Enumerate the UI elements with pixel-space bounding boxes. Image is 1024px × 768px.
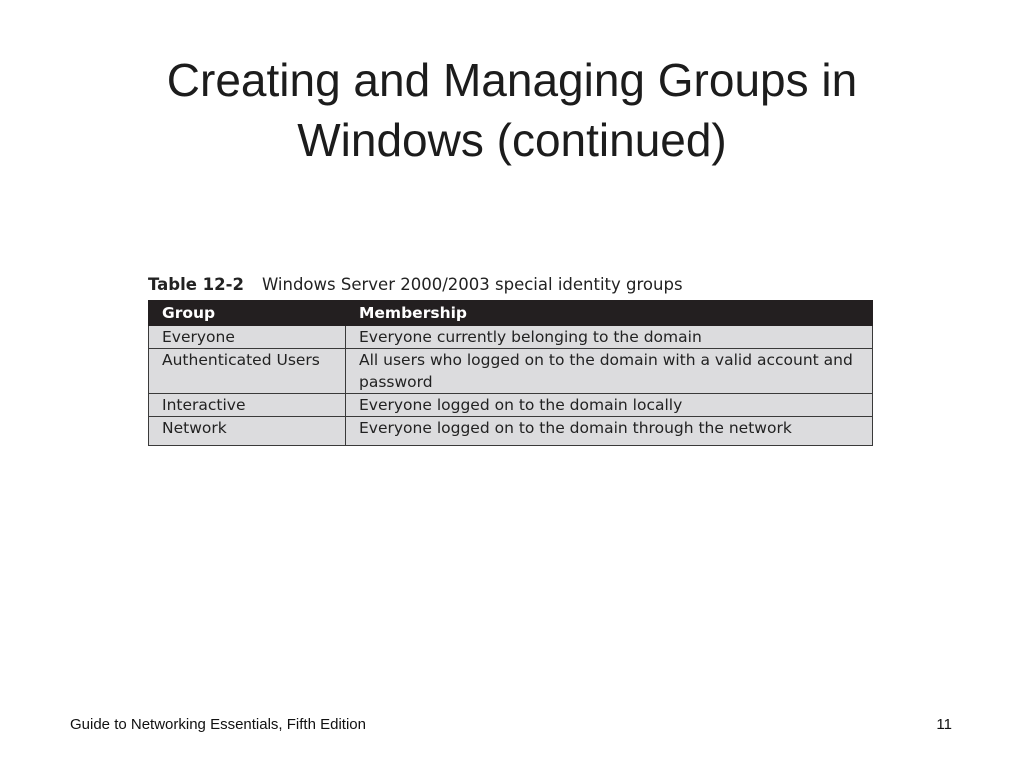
table-header-row bbox=[149, 301, 873, 326]
cell-group: Interactive bbox=[149, 394, 346, 417]
slide-page-number: 11 bbox=[936, 716, 952, 733]
table-caption-text: Windows Server 2000/2003 special identity groups bbox=[261, 275, 683, 294]
header-membership: Membership bbox=[346, 301, 873, 326]
cell-group: Authenticated Users bbox=[149, 349, 346, 394]
slide-title-line-1: Creating and Managing Groups in bbox=[166, 54, 858, 106]
table-caption-label: Table 12-2 bbox=[148, 275, 244, 294]
table-row bbox=[149, 394, 873, 417]
table-row bbox=[149, 417, 873, 446]
table-caption bbox=[148, 270, 872, 300]
cell-membership: All users who logged on to the domain with a valid account and password bbox=[346, 349, 873, 394]
cell-group: Network bbox=[149, 417, 346, 446]
cell-membership: Everyone currently belonging to the domain bbox=[346, 326, 873, 349]
special-identity-groups-table bbox=[148, 300, 873, 446]
slide-footer-text: Guide to Networking Essentials, Fifth Edition bbox=[70, 716, 366, 733]
header-group: Group bbox=[149, 301, 346, 326]
cell-group: Everyone bbox=[149, 326, 346, 349]
slide-title-line-2: Windows (continued) bbox=[297, 114, 727, 166]
cell-membership: Everyone logged on to the domain through the network bbox=[346, 417, 873, 446]
slide-title bbox=[80, 50, 944, 170]
cell-membership: Everyone logged on to the domain locally bbox=[346, 394, 873, 417]
table-figure bbox=[148, 270, 872, 446]
table-row bbox=[149, 326, 873, 349]
table-row bbox=[149, 349, 873, 394]
